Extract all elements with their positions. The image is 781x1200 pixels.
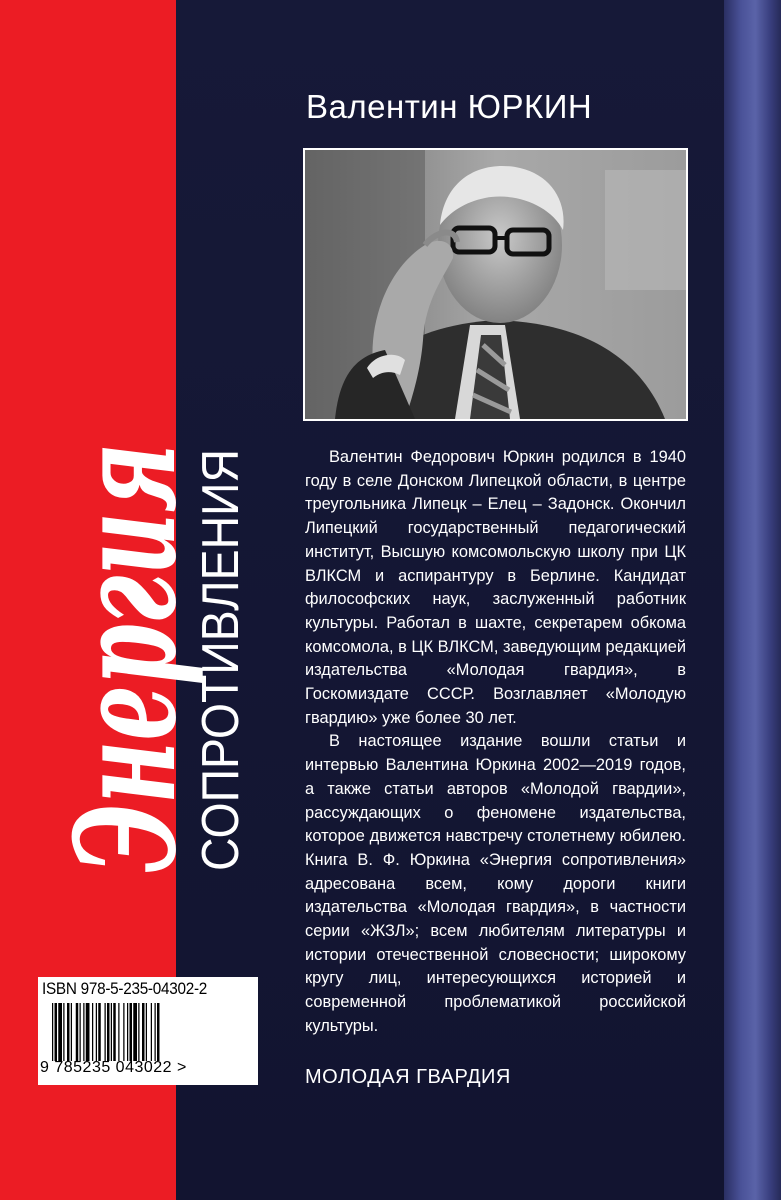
barcode-bar [96,1003,97,1061]
ean-digits: 9 785235 043022 > [40,1059,187,1076]
barcode-bar [111,1003,112,1061]
title-caps-word: СОПРОТИВЛЕНИЯ [192,398,250,871]
barcode-bar [67,1003,70,1061]
barcode-bar [113,1003,116,1061]
barcode-bar [52,1003,53,1061]
barcode-bar [80,1003,81,1061]
barcode-bar [138,1003,139,1061]
bio-paragraph-2: В настоящее издание вошли статьи и интервью Валентина Юркина 2002—2019 годов, а также статьи авторов «Молодой гвардии», рассуждающих о феномене издательства, которое движется навстречу столетнему юбилею. Книга В. Ф. Юркина «Энергия сопротивления» адресована всем, кому дороги книги издательства «Молодая гвардия», в частности серии «ЖЗЛ»; всем любителям литературы и истории отечественной словесности; широкому кругу лиц, интересующихся историей и современной проблематикой российской культуры. [305,732,686,1035]
barcode-bar [155,1003,156,1061]
isbn-barcode-label [38,977,258,1085]
barcode-bar [130,1003,133,1061]
title-script-word: Энергия [44,190,207,873]
book-spine [724,0,781,1200]
barcode-bar [58,1003,62,1061]
barcode-bar [133,1003,137,1061]
barcode-bar [127,1003,128,1061]
barcode-bar [83,1003,84,1061]
isbn-number: ISBN 978-5-235-04302-2 [42,979,208,998]
barcode-bar [55,1003,58,1061]
barcode-bar [105,1003,106,1061]
barcode-bar [123,1003,124,1061]
barcode-bar [151,1003,152,1061]
barcode-bar [71,1003,72,1061]
barcode-bar [98,1003,101,1061]
barcode-bar [118,1003,119,1061]
barcode-bar [107,1003,110,1061]
barcode-bar [142,1003,145,1061]
author-portrait-photo [303,148,688,421]
portrait-illustration [305,150,686,419]
barcode-bar [157,1003,160,1061]
vertical-book-title [26,190,250,873]
publisher-name: МОЛОДАЯ ГВАРДИЯ [305,1066,511,1088]
author-biography [305,446,686,1039]
bio-paragraph-1: Валентин Федорович Юркин родился в 1940 году в селе Донском Липецкой области, в центре треугольника Липецк – Елец – Задонск. Окончил Липецкий государственный педагогический институт, Высшую комсомольскую школу при ЦК ВЛКСМ и аспирантуру в Берлине. Кандидат философских наук, заслуженный работник культуры. Работал в шахте, секретарем обкома комсомола, в ЦК ВЛКСМ, заведующим редакцией издательства «Молодая гвардия», в Госкомиздате СССР. Возглавляет «Молодую гвардию» уже более 30 лет. [305,448,686,727]
barcode-bar [86,1003,90,1061]
barcode-bars [52,1003,248,1061]
barcode-bar [146,1003,147,1061]
barcode-bar [76,1003,79,1061]
barcode-bar [92,1003,93,1061]
author-name: Валентин ЮРКИН [306,88,593,125]
barcode-bar [63,1003,64,1061]
